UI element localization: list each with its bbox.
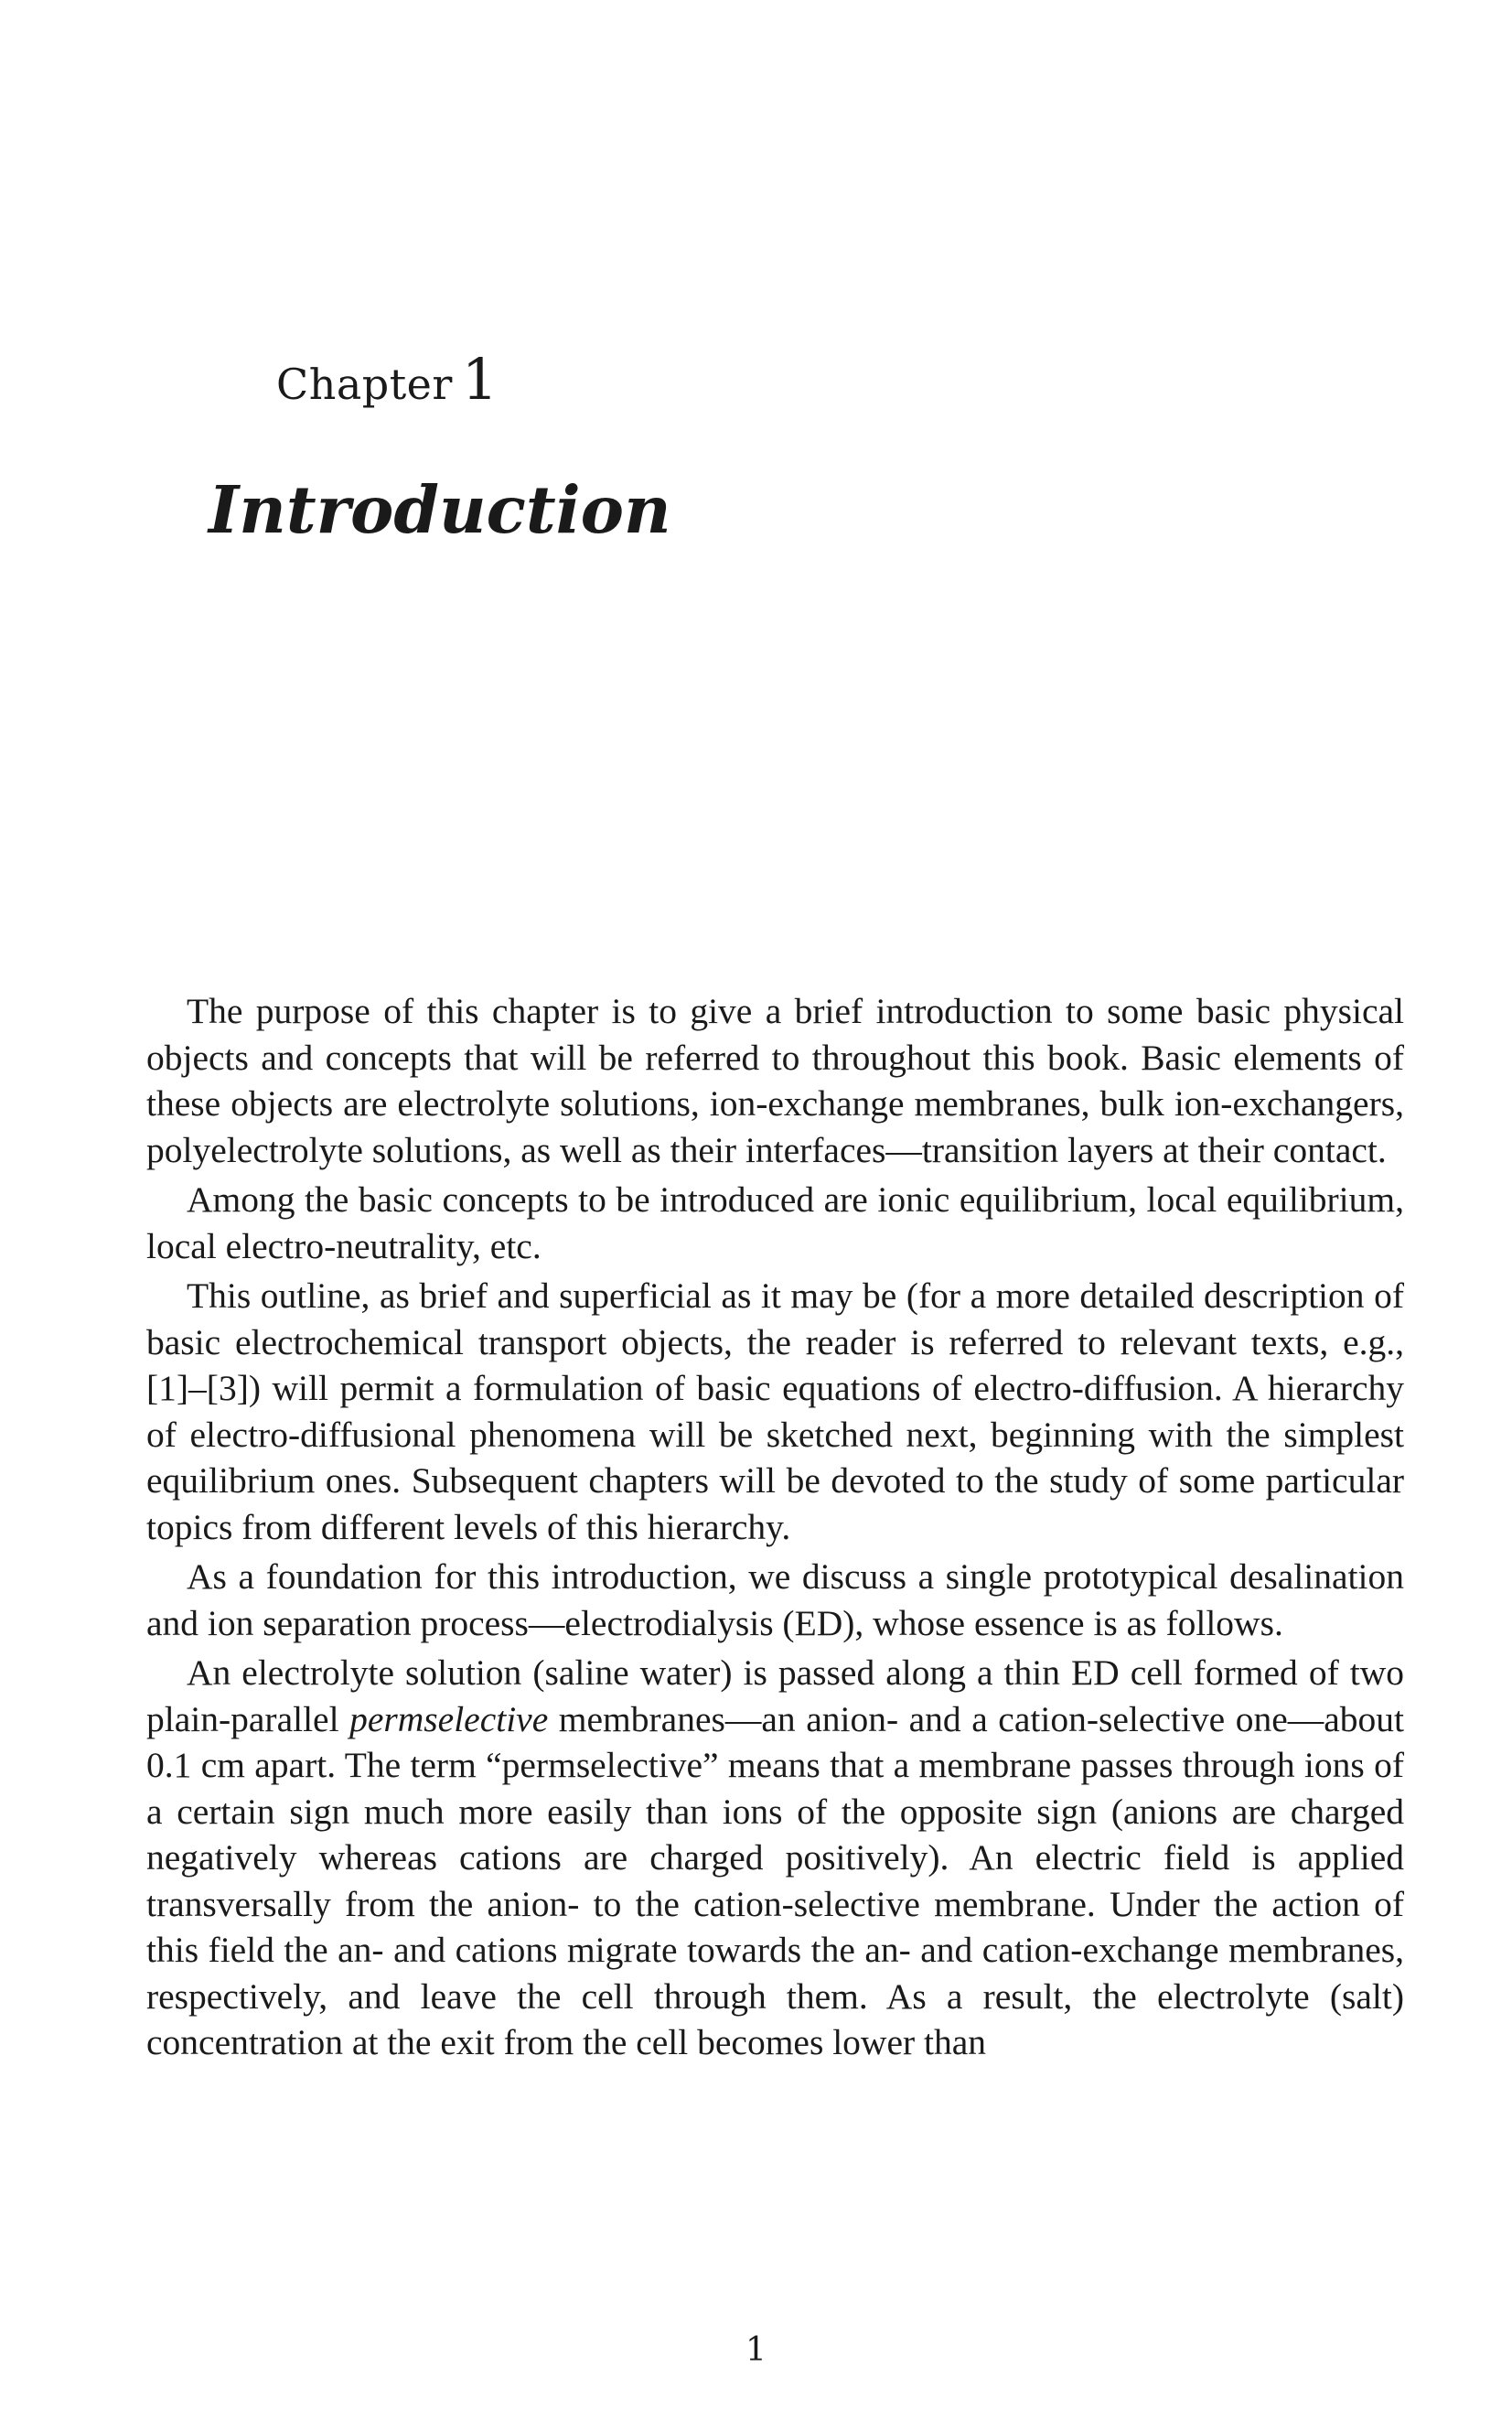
paragraph-1-text: The purpose of this chapter is to give a brief introduction to some basic physical objects and concepts that will be referred to throughout this book. Basic elements of these objects are electrolyte solutions, ion-exchange membranes, bulk ion-exchangers, polyelectrolyte solutions, as well as their interfaces—transition layers at their contact.	[146, 991, 1404, 1170]
paragraph-4-text: As a foundation for this introduction, we discuss a single prototypical desalination and ion separation process—electrodialysis (ED), whose essence is as follows.	[146, 1556, 1404, 1643]
page-number: 1	[745, 2331, 767, 2369]
paragraph-5-text-b: membranes—an anion- and a cation-selective one—about 0.1 cm apart. The term “permselective” means that a membrane passes through ions of a certain sign much more easily than ions of the opposite sign (anions are charged negatively whereas cations are charged positively). An electric field is applied transversally from the anion- to the cation-selective membrane. Under the action of this field the an- and cations migrate towards the an- and cation-exchange membranes, respectively, and leave the cell through them. As a result, the electrolyte (salt) concentration at the exit from the cell becomes lower than	[146, 1698, 1404, 2062]
paragraph-1	[146, 988, 1404, 1173]
paragraph-4	[146, 1554, 1404, 1646]
chapter-label	[276, 346, 499, 413]
paragraph-5-text-a: An electrolyte solution (saline water) is passed along a thin ED cell formed of two plain-parallel	[146, 1652, 1404, 1739]
paragraph-2-text: Among the basic concepts to be introduced are ionic equilibrium, local equilibrium, local electro-neutrality, etc.	[146, 1179, 1404, 1266]
body-text	[146, 988, 1404, 2070]
paragraph-5	[146, 1650, 1404, 2066]
chapter-title: Introduction	[209, 471, 671, 548]
emphasis-permselective: permselective	[349, 1698, 549, 1739]
chapter-number: 1	[461, 346, 499, 413]
chapter-word: Chapter	[276, 360, 453, 409]
paragraph-2	[146, 1177, 1404, 1269]
paragraph-3	[146, 1273, 1404, 1550]
paragraph-3-text: This outline, as brief and superficial as it may be (for a more detailed description of basic electrochemical transport objects, the reader is referred to relevant texts, e.g., [1]–[3]) will permit a formulation of basic equations of electro-diffusion. A hierarchy of electro-diffusional phenomena will be sketched next, beginning with the simplest equilibrium ones. Subsequent chapters will be devoted to the study of some particular topics from different levels of this hierarchy.	[146, 1275, 1404, 1547]
